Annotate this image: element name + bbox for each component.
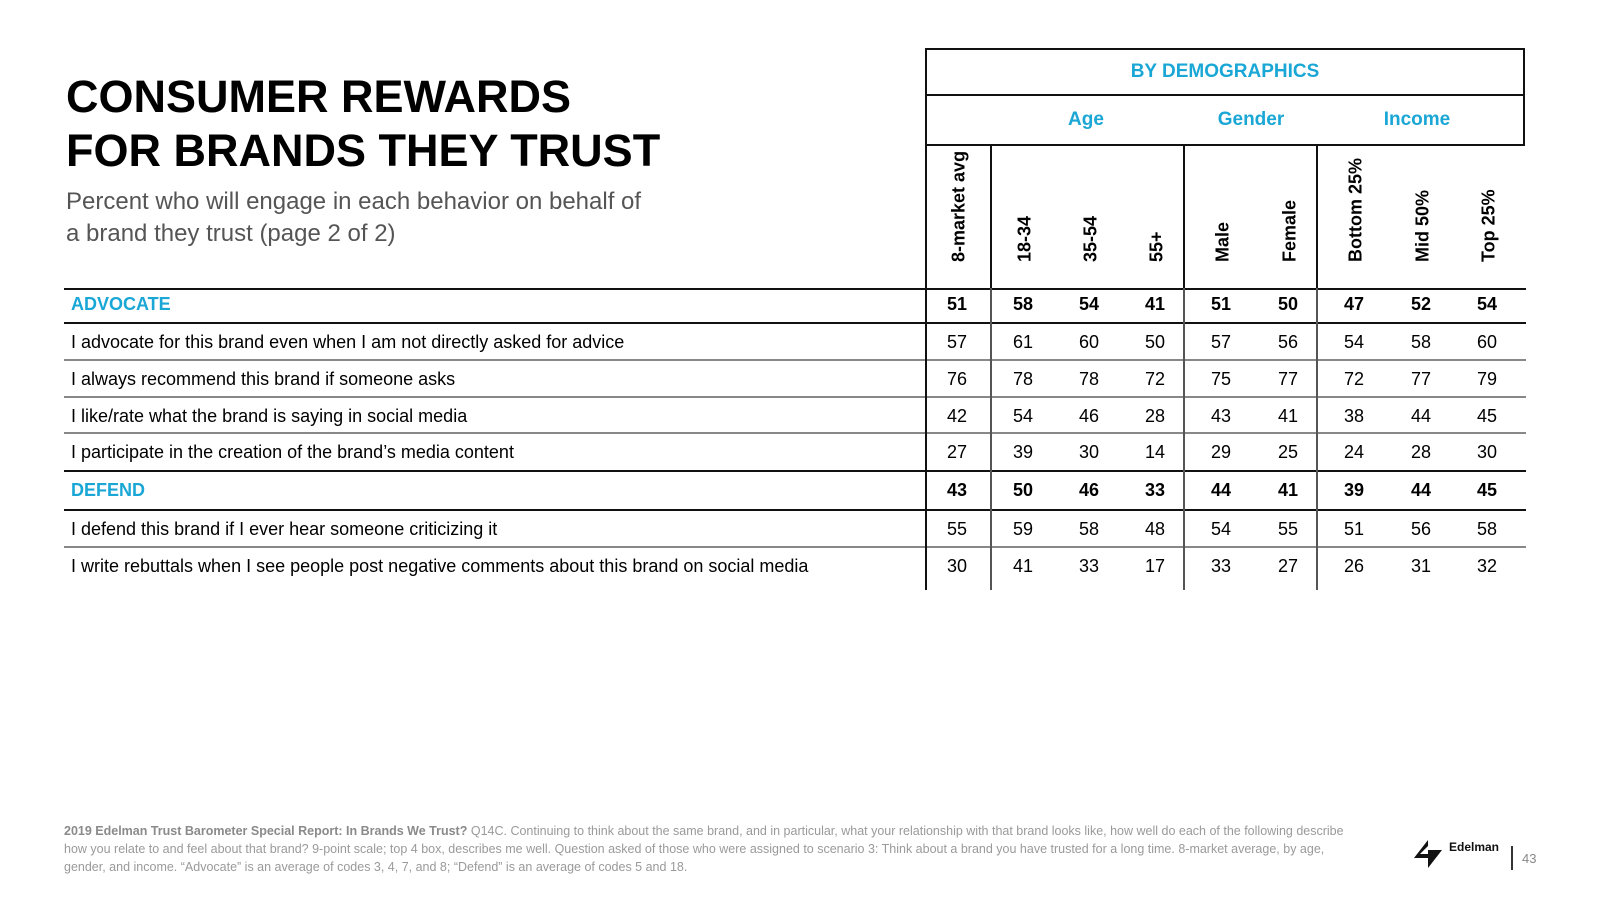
column-header-label: Mid 50% (1412, 189, 1433, 262)
subtitle-line-2: a brand they trust (page 2 of 2) (66, 220, 396, 247)
table-cell: 38 (1343, 406, 1365, 426)
table-cell: 39 (1343, 480, 1365, 500)
table-cell: 60 (1476, 332, 1498, 352)
table-cell: 55 (1277, 519, 1299, 539)
table-cell: 29 (1210, 442, 1232, 462)
table-cell: 58 (1476, 519, 1498, 539)
row-label: I like/rate what the brand is saying in social media (71, 406, 468, 426)
table-cell: 41 (1144, 294, 1166, 314)
table-cell: 51 (1210, 294, 1232, 314)
table-cell: 24 (1343, 442, 1365, 462)
table-cell: 50 (1277, 294, 1299, 314)
section-row (64, 286, 1526, 322)
table-cell: 25 (1277, 442, 1299, 462)
table-cell: 54 (1078, 294, 1100, 314)
table-cell: 78 (1012, 369, 1034, 389)
table-cell: 56 (1410, 519, 1432, 539)
table-cell: 54 (1210, 519, 1232, 539)
table-cell: 41 (1012, 556, 1034, 576)
table-cell: 17 (1144, 556, 1166, 576)
footnote (64, 822, 1364, 876)
table-cell: 43 (946, 480, 968, 500)
table-cell: 32 (1476, 556, 1498, 576)
table-cell: 55 (946, 519, 968, 539)
table-cell: 52 (1410, 294, 1432, 314)
table-row (64, 548, 1526, 584)
column-header (946, 143, 972, 283)
column-divider (1183, 144, 1185, 289)
logo-text: Edelman (1449, 840, 1500, 854)
table-cell: 42 (946, 406, 968, 426)
table-cell: 30 (946, 556, 968, 576)
table-cell: 50 (1144, 332, 1166, 352)
table-row (64, 434, 1526, 470)
by-demographics-header: BY DEMOGRAPHICS (925, 48, 1525, 96)
page-subtitle (66, 186, 766, 250)
column-header (1277, 143, 1303, 283)
table-cell: 44 (1410, 406, 1432, 426)
table-cell: 77 (1277, 369, 1299, 389)
column-header (1343, 143, 1369, 283)
section-label: ADVOCATE (71, 294, 171, 314)
column-header-label: 18-34 (1014, 215, 1035, 262)
group-gender: Gender (1217, 109, 1285, 130)
row-label: I defend this brand if I ever hear someone criticizing it (71, 519, 498, 539)
table-cell: 76 (946, 369, 968, 389)
table-cell: 14 (1144, 442, 1166, 462)
table-cell: 57 (946, 332, 968, 352)
group-header-row (925, 95, 1525, 145)
table-cell: 77 (1410, 369, 1432, 389)
edelman-logo (1412, 836, 1502, 870)
column-header (1144, 143, 1170, 283)
row-label: I always recommend this brand if someone asks (71, 369, 456, 389)
table-cell: 57 (1210, 332, 1232, 352)
table-cell: 60 (1078, 332, 1100, 352)
table-cell: 48 (1144, 519, 1166, 539)
table-cell: 58 (1410, 332, 1432, 352)
table-row (64, 361, 1526, 397)
table-cell: 33 (1210, 556, 1232, 576)
column-header-label: Top 25% (1478, 189, 1499, 262)
page-number: 43 (1522, 851, 1537, 866)
row-label: I advocate for this brand even when I am not directly asked for advice (71, 332, 625, 352)
table-cell: 45 (1476, 406, 1498, 426)
table-cell: 79 (1476, 369, 1498, 389)
table-cell: 33 (1078, 556, 1100, 576)
table-row (64, 398, 1526, 434)
column-header (1476, 143, 1502, 283)
table-cell: 58 (1012, 294, 1034, 314)
table-row (64, 324, 1526, 360)
table-cell: 43 (1210, 406, 1232, 426)
edelman-mark-icon (1412, 836, 1446, 870)
title-line-2: FOR BRANDS THEY TRUST (66, 125, 661, 176)
group-income: Income (1383, 109, 1451, 130)
table-cell: 54 (1343, 332, 1365, 352)
row-label: I write rebuttals when I see people post negative comments about this brand on social media (71, 556, 809, 576)
table-cell: 51 (946, 294, 968, 314)
footnote-text: Q14C. Continuing to think about the same brand, and in particular, what your relationship with that brand looks like, how well do each of the following describe how you relate to and feel about that brand? 9-point scale; top 4 box, describes me well. Question asked of those who were assigned to scenario 3: Think about a brand you have trusted for a long time. 8-market average, by age, gender, and income. “Advocate” is an average of codes 3, 4, 7, and 8; “Defend” is an average of codes 5 and 18. (64, 824, 1344, 874)
table-cell: 58 (1078, 519, 1100, 539)
table-cell: 75 (1210, 369, 1232, 389)
subtitle-line-1: Percent who will engage in each behavior on behalf of (66, 188, 642, 215)
table-cell: 27 (1277, 556, 1299, 576)
table-cell: 44 (1410, 480, 1432, 500)
footnote-source: 2019 Edelman Trust Barometer Special Report: In Brands We Trust? (64, 824, 468, 838)
logo-divider (1511, 846, 1513, 870)
table-cell: 30 (1476, 442, 1498, 462)
table-cell: 33 (1144, 480, 1166, 500)
page-title (66, 70, 826, 178)
table-cell: 54 (1012, 406, 1034, 426)
section-row (64, 472, 1526, 508)
column-header (1012, 143, 1038, 283)
table-cell: 28 (1410, 442, 1432, 462)
table-cell: 44 (1210, 480, 1232, 500)
group-age: Age (1068, 109, 1104, 130)
column-divider (990, 144, 992, 289)
column-header-label: Bottom 25% (1345, 157, 1366, 262)
row-label: I participate in the creation of the brand’s media content (71, 442, 514, 462)
column-header-area (925, 144, 1525, 289)
table-cell: 59 (1012, 519, 1034, 539)
column-header-label: 55+ (1146, 231, 1167, 262)
table-cell: 61 (1012, 332, 1034, 352)
table-cell: 26 (1343, 556, 1365, 576)
table-cell: 50 (1012, 480, 1034, 500)
table-cell: 45 (1476, 480, 1498, 500)
column-header (1410, 143, 1436, 283)
column-header-label: 35-54 (1080, 215, 1101, 262)
table-cell: 31 (1410, 556, 1432, 576)
table-cell: 51 (1343, 519, 1365, 539)
column-header-label: 8-market avg (948, 150, 969, 262)
table-cell: 47 (1343, 294, 1365, 314)
table-cell: 30 (1078, 442, 1100, 462)
table-cell: 54 (1476, 294, 1498, 314)
table-cell: 41 (1277, 406, 1299, 426)
column-header (1210, 143, 1236, 283)
column-header (1078, 143, 1104, 283)
table-cell: 41 (1277, 480, 1299, 500)
table-row (64, 511, 1526, 547)
table-cell: 28 (1144, 406, 1166, 426)
table-cell: 46 (1078, 480, 1100, 500)
column-header-label: Female (1279, 199, 1300, 262)
table-cell: 72 (1343, 369, 1365, 389)
column-divider (1316, 144, 1318, 289)
column-header-label: Male (1212, 221, 1233, 262)
table-cell: 72 (1144, 369, 1166, 389)
table-cell: 56 (1277, 332, 1299, 352)
table-cell: 27 (946, 442, 968, 462)
table-cell: 78 (1078, 369, 1100, 389)
table-cell: 39 (1012, 442, 1034, 462)
section-label: DEFEND (71, 480, 146, 500)
table-cell: 46 (1078, 406, 1100, 426)
title-line-1: CONSUMER REWARDS (66, 71, 572, 122)
